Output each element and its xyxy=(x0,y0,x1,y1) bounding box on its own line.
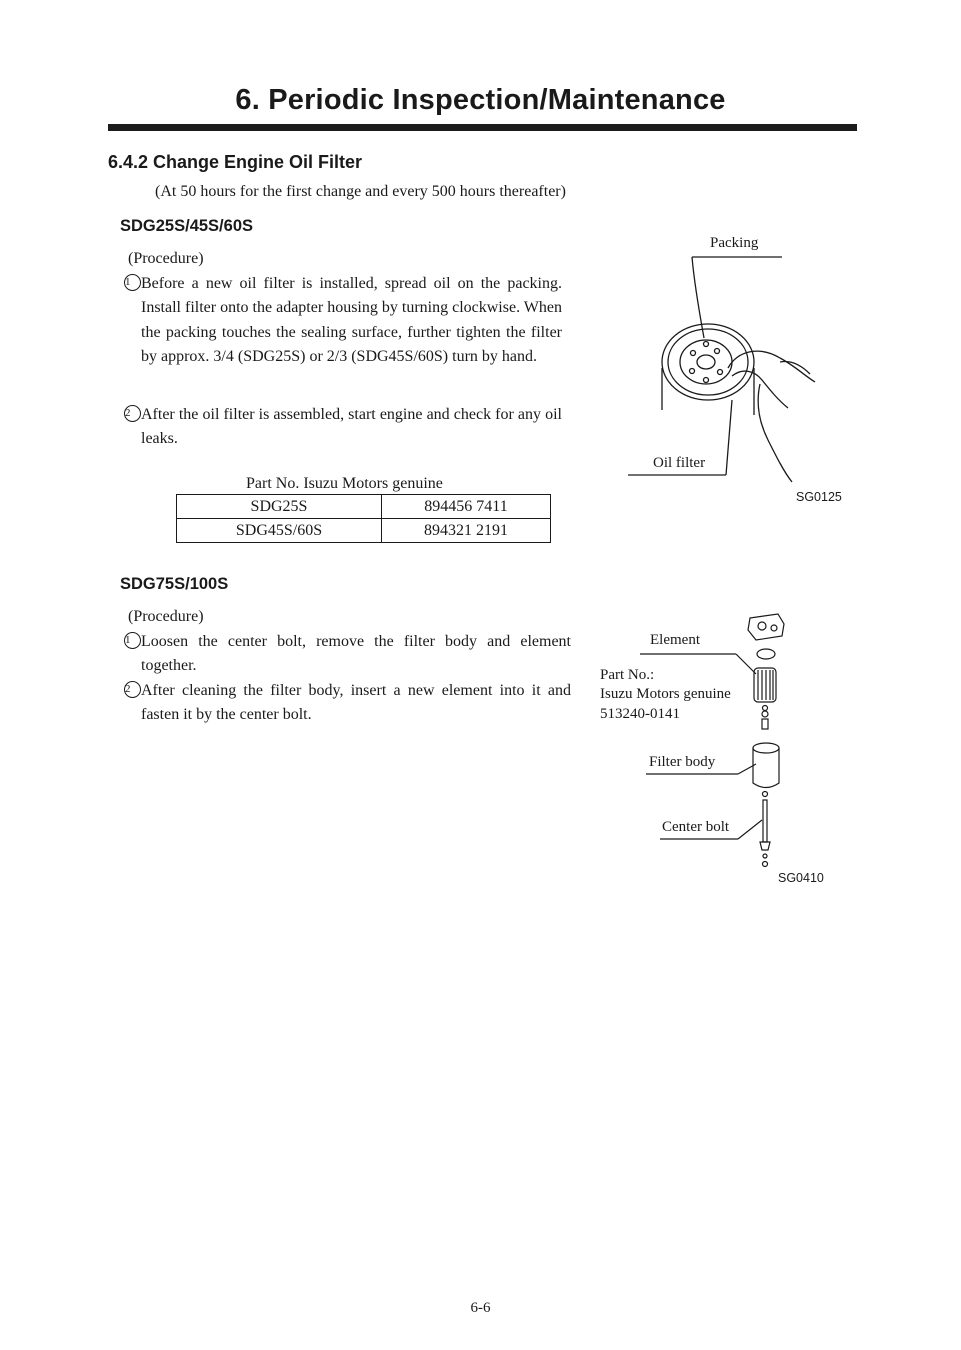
oil-filter-drawing xyxy=(662,324,754,415)
interval-note: (At 50 hours for the first change and every 500 hours thereafter) xyxy=(155,183,566,200)
part-number-cell: 894456 7411 xyxy=(382,495,551,519)
step-text: Loosen the center bolt, remove the filter body and element together. xyxy=(141,633,571,675)
table-row xyxy=(177,495,551,519)
figure-label-center-bolt: Center bolt xyxy=(662,819,730,835)
parts-table xyxy=(176,494,551,543)
figure-label-oil-filter: Oil filter xyxy=(653,455,706,471)
part-number-maker: Isuzu Motors genuine xyxy=(600,686,731,702)
oil-filter-installation-illustration xyxy=(620,250,845,485)
filter-body-drawing xyxy=(753,743,779,788)
step-text: After cleaning the filter body, insert a new element into it and fasten it by the center bolt. xyxy=(141,682,571,724)
part-number-label: Part No.: xyxy=(600,667,655,683)
procedure-step-2 xyxy=(124,679,571,728)
oil-filter-leader-line xyxy=(726,400,732,475)
parts-table-caption: Part No. Isuzu Motors genuine xyxy=(246,475,443,492)
page-number: 6-6 xyxy=(470,1300,491,1316)
part-number-value: 513240-0141 xyxy=(600,706,680,722)
procedure-step-2 xyxy=(124,403,562,452)
small-parts-drawing xyxy=(762,706,768,730)
section-heading: 6.4.2 Change Engine Oil Filter xyxy=(108,152,363,172)
figure-code: SG0125 xyxy=(796,490,842,504)
step-number-badge: 2 xyxy=(124,405,141,422)
figure-code: SG0410 xyxy=(778,871,824,885)
step-number-badge: 1 xyxy=(124,632,141,649)
center-bolt-leader-line xyxy=(738,820,762,839)
element-leader-line xyxy=(736,654,756,674)
adapter-housing-drawing xyxy=(748,614,784,640)
title-rule xyxy=(108,124,857,131)
procedure-step-1 xyxy=(124,630,571,679)
model-cell: SDG45S/60S xyxy=(177,519,382,543)
step-number-badge: 1 xyxy=(124,274,141,291)
center-bolt-drawing xyxy=(760,792,770,867)
hand-drawing xyxy=(728,351,815,482)
procedure-label: (Procedure) xyxy=(128,608,204,625)
element-drawing xyxy=(754,668,776,702)
model-cell: SDG25S xyxy=(177,495,382,519)
model-heading-sdg75: SDG75S/100S xyxy=(120,575,229,593)
step-text: Before a new oil filter is installed, spread oil on the packing. Install filter onto the adapter housing by turning clockwise. When the packing touches the sealing surface, further tighten the filter by approx. 3/4 (SDG25S) or 2/3 (SDG45S/60S) turn by hand. xyxy=(141,275,562,365)
figure-label-packing: Packing xyxy=(710,235,759,251)
page-title: 6. Periodic Inspection/Maintenance xyxy=(235,84,726,116)
part-number-cell: 894321 2191 xyxy=(382,519,551,543)
model-heading-sdg25: SDG25S/45S/60S xyxy=(120,217,253,235)
step-text: After the oil filter is assembled, start engine and check for any oil leaks. xyxy=(141,406,562,448)
table-row xyxy=(177,519,551,543)
figure-label-element: Element xyxy=(650,632,700,648)
step-number-badge: 2 xyxy=(124,681,141,698)
procedure-label: (Procedure) xyxy=(128,250,204,267)
procedure-step-1 xyxy=(124,272,562,369)
figure-label-filter-body: Filter body xyxy=(649,754,716,770)
o-ring-drawing xyxy=(757,649,775,659)
